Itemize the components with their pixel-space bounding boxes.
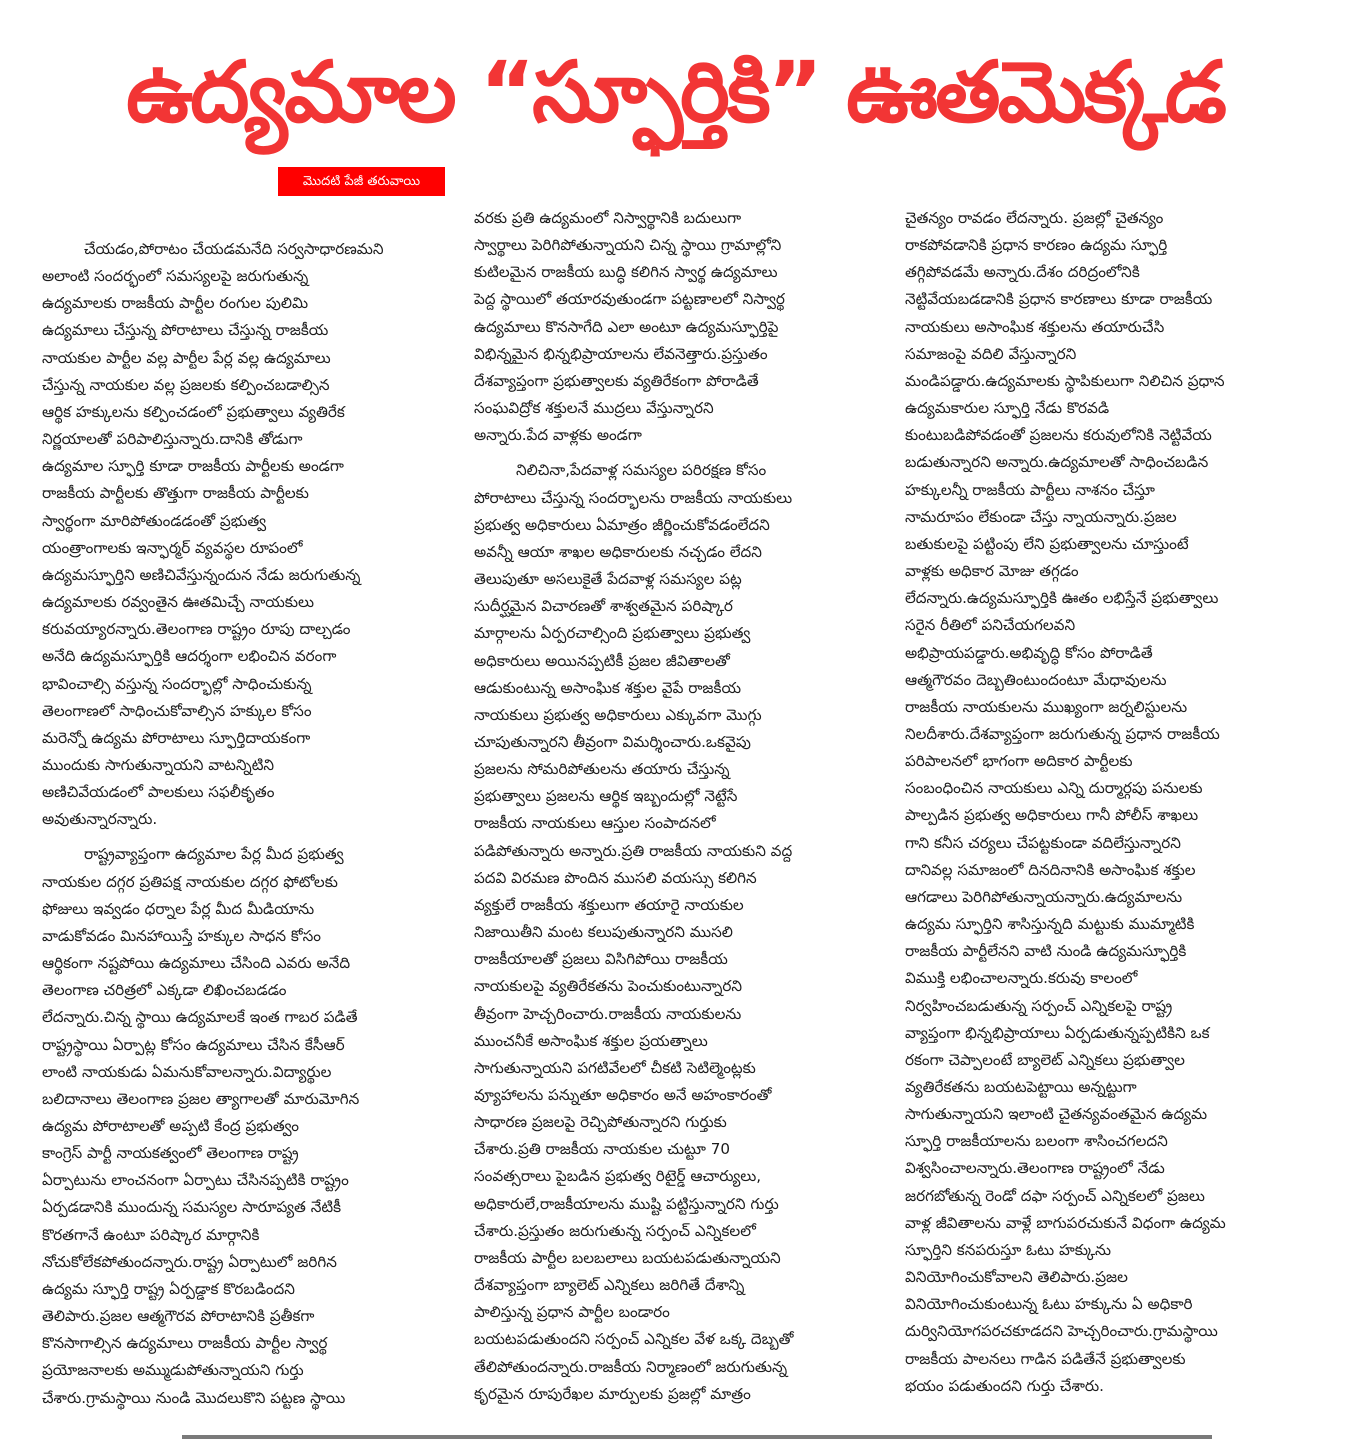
article-text-line: ఉద్యమాలకు రాజకీయ పార్టీల రంగుల పులిమి	[42, 294, 309, 313]
article-text-line: ముంచనీకే అసాంఘిక శక్తుల ప్రయత్నాలు	[474, 1031, 708, 1050]
article-text-line: వ్యాప్తంగా భిన్నభిప్రాయాలు ఏర్పడుతున్నప్పటికిని ఒక	[905, 1023, 1210, 1042]
article-text-line: నెట్టివేయబడడానికి ప్రధాన కారణాలు కూడా రాజకీయ	[905, 290, 1213, 309]
article-text-line: కరువయ్యారన్నారు.తెలంగాణ రాష్ట్రం రూపు దాల్చడం	[42, 620, 351, 639]
article-text-line: ఆర్థికంగా నష్టపోయి ఉద్యమాలు చేసింది ఎవరు అనేది	[42, 954, 351, 973]
article-text-line: వాళ్ల జీవితాలను వాళ్లే బాగుపరచుకునే విధంగా ఉద్యమ	[905, 1213, 1226, 1232]
article-text-line: ఉద్యమ స్ఫూర్తిని శాసిస్తున్నది మట్టుకు ముమ్మాటికి	[905, 915, 1195, 934]
article-text-line: నిర్వహించబడుతున్న సర్పంచ్ ఎన్నికలపై రాష్ట్ర	[905, 996, 1173, 1015]
article-text-line: పెద్ద స్థాయిలో తయారవుతుండగా పట్టణాలలో నిస్వార్థ	[474, 290, 785, 309]
article-text-line: తగ్గిపోవడమే అన్నారు.దేశం దరిద్రంలోనికి	[905, 263, 1140, 282]
article-text-line: అధికారులే,రాజకీయాలను ముష్టి పట్టిస్తున్నారని గుర్తు	[474, 1194, 779, 1213]
article-text-line: ప్రయోజనాలకు అమ్ముడుపోతున్నాయని గుర్తు	[42, 1361, 304, 1380]
article-text-line: కృరమైన రూపురేఖల మార్పులకు ప్రజల్లో మాత్రం	[474, 1384, 751, 1403]
article-text-line: లేదన్నారు.చిన్న స్థాయి ఉద్యమాలకే ఇంత గాబర పడితే	[42, 1008, 358, 1027]
article-text-line: సంవత్సరాలు పైబడిన ప్రభుత్వ రిటైర్డ్ ఆచార్యులు,	[474, 1167, 762, 1186]
article-column-2	[474, 205, 880, 1408]
article-text-line: విశ్వసించాలన్నారు.తెలంగాణ రాష్ట్రంలో నేడు	[905, 1159, 1165, 1178]
article-text-line: చేశారు.ప్రతి రాజకీయ నాయకుల చుట్టూ 70	[474, 1140, 731, 1159]
article-text-line: బడుతున్నారని అన్నారు.ఉద్యమాలతో సాధించబడిన	[905, 453, 1209, 472]
article-text-line: తీవ్రంగా హెచ్చరించారు.రాజకీయ నాయకులను	[474, 1004, 742, 1023]
article-text-line: నామరూపం లేకుండా చేస్తు న్నాయన్నారు.ప్రజల	[905, 507, 1177, 526]
article-text-line: పాలిస్తున్న ప్రధాన పార్టీల బండారం	[474, 1303, 670, 1322]
article-text-line: మండిపడ్డారు.ఉద్యమాలకు స్థాపికులుగా నిలిచిన ప్రధాన	[905, 371, 1225, 390]
article-text-line: కొరతగానే ఉంటూ పరిష్కార మార్గానికి	[42, 1225, 260, 1244]
article-text-line: అణిచివేయడంలో పాలకులు సఫలీకృతం	[42, 783, 275, 802]
article-text-line: కుంటుబడిపోవడంతో ప్రజలను కరువులోనికి నెట్టివేయ	[905, 426, 1212, 445]
article-text-line: నాయకుల పార్టీల వల్ల పార్టీల పేర్ల వల్ల ఉద్యమాలు	[42, 348, 331, 367]
headline: ఉద్యమాల “స్ఫూర్తికి” ఊతమెక్కడ	[126, 43, 1224, 141]
article-text-line: వినియోగించుకుంటున్న ఓటు హక్కును ఏ అధికారి	[905, 1295, 1193, 1314]
article-text-line: గాని కనీస చర్యలు చేపట్టకుండా వదిలేస్తున్నారని	[905, 833, 1181, 852]
article-text-line: ఏర్పడడానికి ముందున్న సమస్యల సారూప్యత నేటికీ	[42, 1198, 342, 1217]
article-text-line: అలాంటి సందర్భంలో సమస్యలపై జరుగుతున్న	[42, 267, 309, 286]
article-text-line: లేదన్నారు.ఉద్యమస్ఫూర్తికి ఊతం లభిస్తేనే ప్రభుత్వాలు	[905, 589, 1219, 608]
continued-from-front-page-tag: మొదటి పేజీ తరువాయి	[278, 167, 445, 196]
article-text-line: ఉద్యమాలు చేస్తున్న పోరాటాలు చేస్తున్న రాజకీయ	[42, 321, 329, 340]
article-text-line: తెలుపుతూ అసలుకైతే పేదవాళ్ల సమస్యల పట్ల	[474, 570, 742, 589]
article-text-line: పోరాటాలు చేస్తున్న సందర్భాలను రాజకీయ నాయకులు	[474, 488, 793, 507]
article-text-line: వరకు ప్రతి ఉద్యమంలో నిస్వార్థానికి బదులుగా	[474, 209, 742, 227]
article-text-line: ప్రజలను సోమరిపోతులను తయారు చేస్తున్న	[474, 760, 730, 779]
article-text-line: అభిప్రాయపడ్డారు.అభివృద్ధి కోసం పోరాడితే	[905, 643, 1153, 662]
article-text-line: చేశారు.ప్రస్తుతం జరుగుతున్న సర్పంచ్ ఎన్నికలలో	[474, 1221, 756, 1240]
article-text-line: నాయకులు అసాంఘిక శక్తులను తయారుచేసి	[905, 317, 1165, 336]
article-text-line: నిలదీశారు.దేశవ్యాప్తంగా జరుగుతున్న ప్రధాన రాజకీయ	[905, 724, 1220, 743]
article-text-line: తెలంగాణ చరిత్రలో ఎక్కడా లిఖించబడడం	[42, 981, 287, 1000]
article-text-line: వాడుకోవడం మినహాయిస్తే హక్కుల సాధన కోసం	[42, 926, 321, 945]
article-text-line: ఉద్యమాల స్ఫూర్తి కూడా రాజకీయ పార్టీలకు అండగా	[42, 457, 344, 476]
article-text-line: విముక్తి లభించాలన్నారు.కరువు కాలంలో	[905, 969, 1138, 988]
article-text-line: రాజకీయ పార్టీలేనని వాటి నుండి ఉద్యమస్ఫూర్తికి	[905, 942, 1187, 961]
article-text-line: సుదీర్ఘమైన విచారణతో శాశ్వతమైన పరిష్కార	[474, 597, 733, 616]
article-text-line: పాల్పడిన ప్రభుత్వ అధికారులు గానీ పోలీస్ శాఖలు	[905, 806, 1199, 825]
article-text-line: తేలిపోతుందన్నారు.రాజకీయ నిర్మాణంలో జరుగుతున్న	[474, 1357, 788, 1376]
article-text-line: కాంగ్రెస్ పార్టీ నాయకత్వంలో తెలంగాణ రాష్ట్ర	[42, 1144, 299, 1163]
article-text-line: విభిన్నమైన భిన్నభిప్రాయాలను లేవనెత్తారు.ప్రస్తుతం	[474, 344, 768, 363]
article-text-line: ఉద్యమస్ఫూర్తిని అణిచివేస్తున్నందున నేడు జరుగుతున్న	[42, 565, 361, 584]
article-text-line: చేయడం,పోరాటం చేయడమనేది సర్వసాధారణమని	[84, 240, 384, 258]
article-text-line: తెలంగాణలో సాధించుకోవాల్సిన హక్కుల కోసం	[42, 701, 312, 720]
article-text-line: రాజకీయాలతో ప్రజలు విసిగిపోయి రాజకీయ	[474, 950, 728, 969]
article-text-line: సరైన రీతిలో పనిచేయగలవని	[905, 616, 1076, 635]
article-text-line: పదవి విరమణ పొందిన ముసలి వయస్సు కలిగిన	[474, 868, 757, 887]
article-text-line: బలిదానాలు తెలంగాణ ప్రజల త్యాగాలతో మారుమోగిన	[42, 1089, 360, 1108]
article-text-line: సమాజంపై వదిలి వేస్తున్నారని	[905, 344, 1077, 363]
article-text-line: ఆర్థిక హక్కులను కల్పించడంలో ప్రభుత్వాలు వ్యతిరేక	[42, 402, 345, 421]
article-text-line: దేశవ్యాప్తంగా ప్రభుత్వాలకు వ్యతిరేకంగా పోరాడితే	[474, 371, 759, 390]
article-text-line: స్ఫూర్తి రాజకీయాలను బలంగా శాసించగలదని	[905, 1132, 1168, 1151]
paragraph-gap	[42, 833, 447, 841]
paragraph-gap	[474, 449, 880, 457]
article-text-line: అన్నారు.పేద వాళ్లకు అండగా	[474, 426, 642, 445]
article-text-line: చేస్తున్న నాయకుల వల్ల ప్రజలకు కల్పించబడాల్సిన	[42, 375, 330, 394]
article-text-line: చైతన్యం రావడం లేదన్నారు. ప్రజల్లో చైతన్యం	[905, 209, 1164, 227]
article-text-line: రాకపోవడానికి ప్రధాన కారణం ఉద్యమ స్ఫూర్తి	[905, 236, 1168, 255]
article-text-line: అవన్నీ ఆయా శాఖల అధికారులకు నచ్చడం లేదని	[474, 542, 762, 561]
article-text-line: నిజాయితీని మంట కలుపుతున్నారని ముసలి	[474, 923, 733, 942]
bottom-divider-rule	[182, 1435, 1212, 1439]
article-text-line: దేశవ్యాప్తంగా బ్యాలెట్ ఎన్నికలు జరిగితే దేశాన్ని	[474, 1276, 745, 1295]
article-text-line: అనేది ఉద్యమస్ఫూర్తికి ఆదర్శంగా లభించిన వరంగా	[42, 647, 337, 666]
article-text-line: ఉద్యమ పోరాటాలతో అప్పటి కేంద్ర ప్రభుత్వం	[42, 1117, 299, 1135]
article-text-line: లాంటి నాయకుడు ఏమనుకోవాలన్నారు.విద్యార్థుల	[42, 1062, 332, 1081]
article-text-line: అధికారులు అయినప్పటికీ ప్రజల జీవితాలతో	[474, 651, 730, 670]
article-text-line: ఆత్మగౌరవం దెబ్బతింటుందంటూ మేధావులను	[905, 670, 1167, 689]
article-text-line: ప్రభుత్వాలు ప్రజలను ఆర్థిక ఇబ్బందుల్లో నెట్టేసే	[474, 787, 738, 806]
article-text-line: నిర్ణయాలతో పరిపాలిస్తున్నారు.దానికి తోడుగా	[42, 430, 303, 449]
article-text-line: ఉద్యమకారుల స్ఫూర్తి నేడు కొరవడి	[905, 399, 1110, 418]
article-text-line: ఏర్పాటును లాంచనంగా ఏర్పాటు చేసినప్పటికి రాష్ట్రం	[42, 1171, 349, 1190]
article-column-3	[905, 205, 1315, 1400]
article-column-1	[42, 236, 447, 1412]
article-text-line: భయం పడుతుందని గుర్తు చేశారు.	[905, 1376, 1104, 1395]
article-text-line: వినియోగించుకోవాలని తెలిపారు.ప్రజల	[905, 1268, 1128, 1287]
article-text-line: సంఘవిద్రోక శక్తులనే ముద్రలు వేస్తున్నారని	[474, 399, 714, 418]
article-text-line: రాజకీయ పాలనలు గాడిన పడితేనే ప్రభుత్వాలకు	[905, 1349, 1186, 1368]
article-text-line: చూపుతున్నారని తీవ్రంగా విమర్శించారు.ఒకవైపు	[474, 732, 751, 751]
article-text-line: వ్యతిరేకతను బయటపెట్టాయి అన్నట్టుగా	[905, 1078, 1137, 1096]
article-text-line: రాజకీయ పార్టీల బలబలాలు బయటపడుతున్నాయని	[474, 1248, 781, 1267]
article-text-line: నాయకుల దగ్గర ప్రతిపక్ష నాయకుల దగ్గర ఫోటోలకు	[42, 872, 338, 891]
article-text-line: రాష్ట్రస్థాయి ఏర్పాట్ల కోసం ఉద్యమాలు చేసిన కేసీఆర్	[42, 1035, 345, 1054]
article-text-line: ఉద్యమ స్ఫూర్తి రాష్ట్ర ఏర్పడ్డాక కొరబడిందని	[42, 1279, 295, 1298]
article-text-line: సాగుతున్నాయని పగటివేలలో చీకటి సెటిల్మెంట్లకు	[474, 1058, 756, 1077]
article-text-line: కొనసాగాల్సిన ఉద్యమాలు రాజకీయ పార్టీల స్వార్థ	[42, 1334, 328, 1353]
article-text-line: భావించాల్సి వస్తున్న సందర్భాల్లో సాధించుకున్న	[42, 674, 312, 693]
article-text-line: స్ఫూర్తిని కనపరుస్తూ ఓటు హక్కును	[905, 1240, 1111, 1259]
article-text-line: సంబంధించిన నాయకులు ఎన్ని దుర్మార్గపు పనులకు	[905, 779, 1203, 798]
article-text-line: స్వార్థంగా మారిపోతుండడంతో ప్రభుత్వ	[42, 511, 267, 530]
article-text-line: ఉద్యమాలకు రవ్వంతైన ఊతమిచ్చే నాయకులు	[42, 593, 314, 612]
article-text-line: దానివల్ల సమాజంలో దినదినానికి అసాంఘిక శక్తుల	[905, 860, 1196, 879]
article-text-line: రాజకీయ పార్టీలకు తొత్తుగా రాజకీయ పార్టీలకు	[42, 484, 309, 503]
article-text-line: బయటపడుతుందని సర్పంచ్ ఎన్నికల వేళ ఒక్క దెబ్బతో	[474, 1330, 794, 1349]
article-text-line: కుటిలమైన రాజకీయ బుద్ధి కలిగిన స్వార్థ ఉద్యమాలు	[474, 263, 778, 282]
article-text-line: సాగుతున్నాయని ఇలాంటి చైతన్యవంతమైన ఉద్యమ	[905, 1105, 1208, 1124]
article-text-line: నోచుకోలేకపోతుందన్నారు.రాష్ట్ర ఏర్పాటులో జరిగిన	[42, 1252, 337, 1271]
article-text-line: తెలిపారు.ప్రజల ఆత్మగౌరవ పోరాటానికి ప్రతీకగా	[42, 1307, 315, 1326]
article-text-line: రాష్ట్రవ్యాప్తంగా ఉద్యమాల పేర్ల మీద ప్రభుత్వ	[84, 845, 344, 864]
article-text-line: వ్యక్తులే రాజకీయ శక్తులుగా తయారై నాయకుల	[474, 895, 744, 914]
article-text-line: సాధారణ ప్రజలపై రెచ్చిపోతున్నారని గుర్తుకు	[474, 1113, 727, 1132]
article-text-line: యంత్రాంగాలకు ఇన్ఫార్మర్ వ్యవస్థల రూపంలో	[42, 538, 303, 557]
article-text-line: వాళ్లకు అధికార మోజు తగ్గడం	[905, 562, 1079, 581]
article-text-line: ఉద్యమాలు కొనసాగేది ఎలా అంటూ ఉద్యమస్ఫూర్తిపై	[474, 317, 779, 336]
article-text-line: అవుతున్నారన్నారు.	[42, 810, 158, 829]
article-text-line: రకంగా చెప్పాలంటే బ్యాలెట్ ఎన్నికలు ప్రభుత్వాల	[905, 1050, 1185, 1069]
article-text-line: ముందుకు సాగుతున్నాయని వాటన్నిటిని	[42, 755, 275, 774]
article-text-line: రాజకీయ నాయకులు ఆస్తుల సంపాదనలో	[474, 814, 716, 833]
article-text-line: మరెన్నో ఉద్యమ పోరాటాలు స్ఫూర్తిదాయకంగా	[42, 728, 311, 747]
article-text-line: జరగబోతున్న రెండో దఫా సర్పంచ్ ఎన్నికలలో ప్రజలు	[905, 1186, 1205, 1205]
article-text-line: పరిపాలనలో భాగంగా అదికార పార్టీలకు	[905, 752, 1133, 771]
article-text-line: చేశారు.గ్రామస్థాయి నుండి మొదలుకొని పట్టణ స్థాయి	[42, 1388, 346, 1407]
article-text-line: ఆగడాలు పెరిగిపోతున్నాయన్నారు.ఉద్యమాలను	[905, 887, 1183, 906]
article-text-line: రాజకీయ నాయకులను ముఖ్యంగా జర్నలిస్టులను	[905, 697, 1188, 716]
article-text-line: నాయకులు ప్రభుత్వ అధికారులు ఎక్కువగా మొగ్గు	[474, 705, 762, 724]
article-text-line: బతుకులపై పట్టింపు లేని ప్రభుత్వాలను చూస్తుంటే	[905, 534, 1189, 553]
article-text-line: ఫోజులు ఇవ్వడం ధర్నాల పేర్ల మీద మీడియాను	[42, 899, 315, 918]
article-text-line: ఆడుకుంటున్న అసాంఘిక శక్తుల వైపే రాజకీయ	[474, 678, 741, 697]
article-text-line: ప్రభుత్వ అధికారులు ఏమాత్రం జీర్ణించుకోవడంలేదని	[474, 515, 770, 534]
article-text-line: నిలిచినా,పేదవాళ్ల సమస్యల పరిరక్షణ కోసం	[516, 461, 767, 480]
article-text-line: స్వార్థాలు పెరిగిపోతున్నాయని చిన్న స్థాయి గ్రామాల్లోని	[474, 236, 782, 255]
article-text-line: పడిపోతున్నారు అన్నారు.ప్రతి రాజకీయ నాయకుని వద్ద	[474, 841, 793, 860]
article-text-line: హక్కులన్నీ రాజకీయ పార్టీలు నాశనం చేస్తూ	[905, 480, 1155, 499]
article-text-line: నాయకులపై వ్యతిరేకతను పెంచుకుంటున్నారని	[474, 977, 743, 996]
article-text-line: వ్యూహాలను పన్నుతూ అధికారం అనే అహంకారంతో	[474, 1086, 772, 1104]
article-text-line: మార్గాలను ఏర్పరచాల్సింది ప్రభుత్వాలు ప్రభుత్వ	[474, 624, 751, 643]
article-text-line: దుర్వినియోగపరచకూడదని హెచ్చరించారు.గ్రామస్థాయి	[905, 1322, 1218, 1341]
